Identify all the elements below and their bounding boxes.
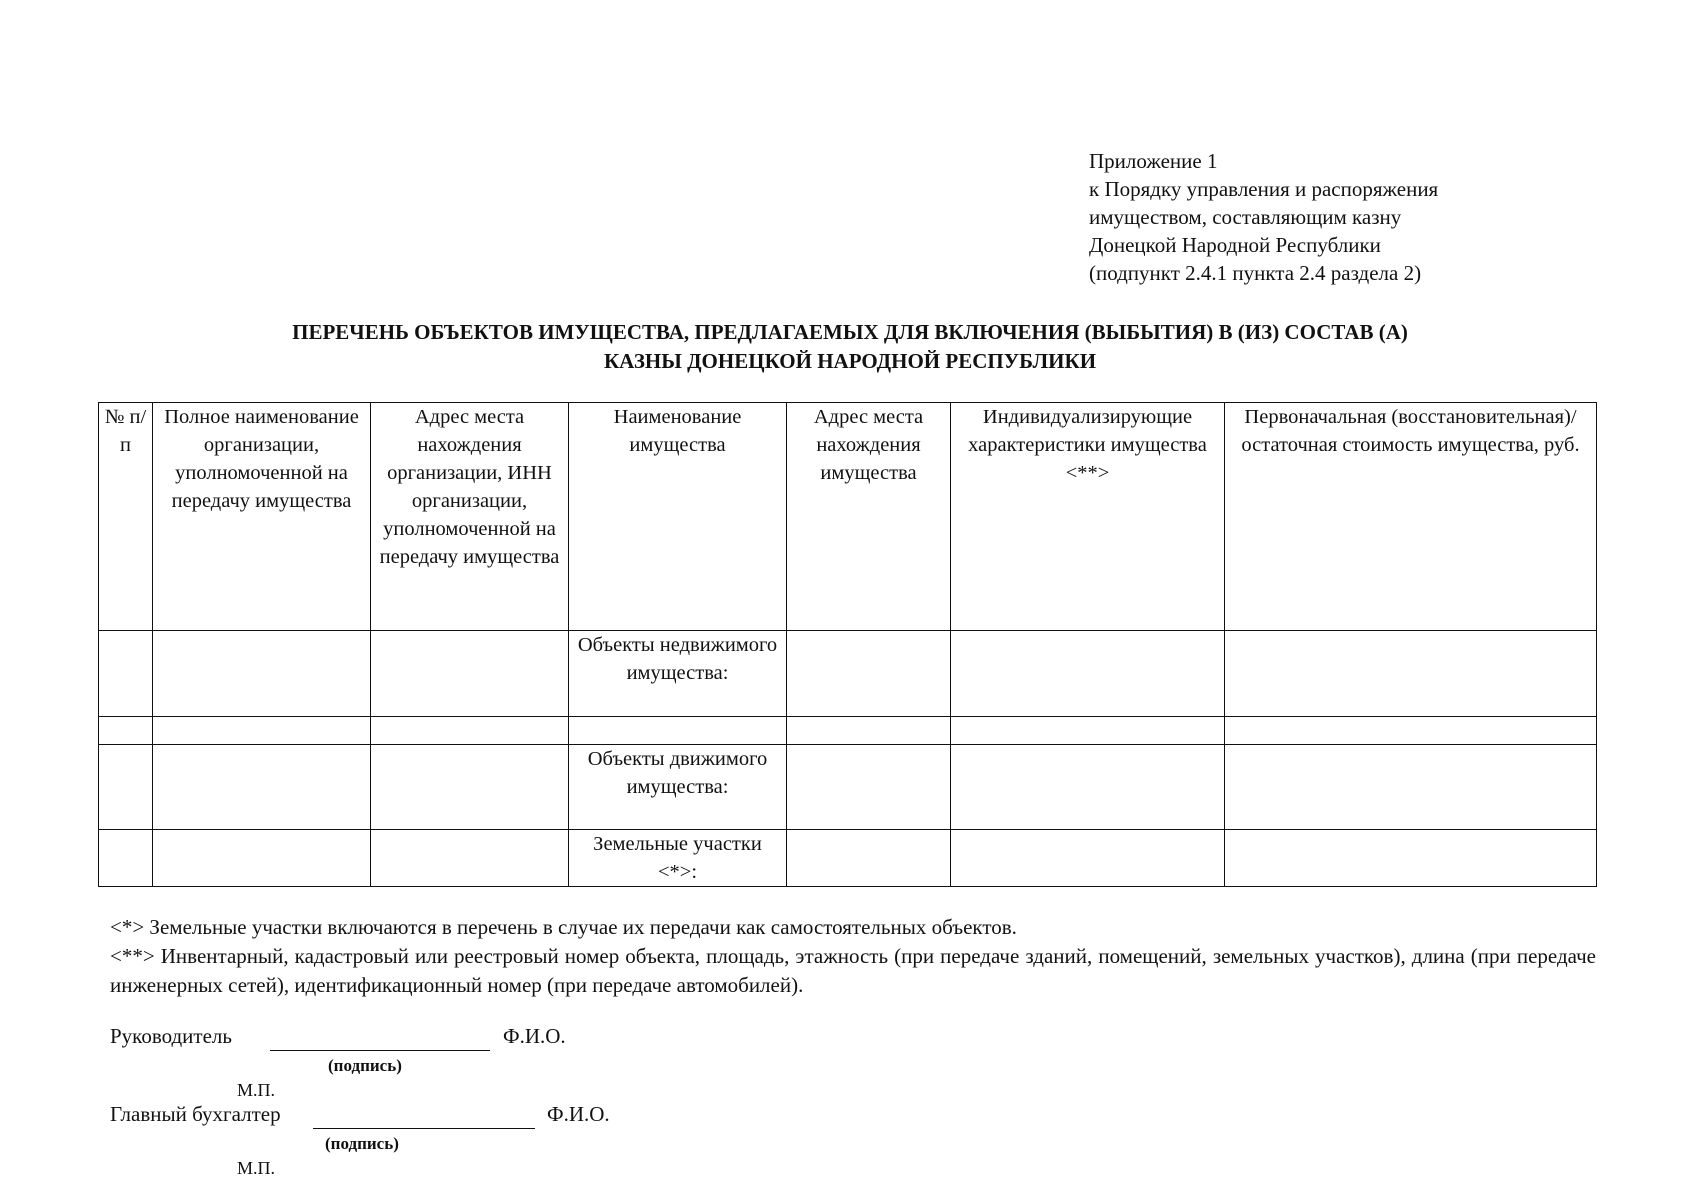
- table-cell: [787, 745, 951, 830]
- appendix-line: имуществом, составляющим казну: [1089, 205, 1402, 229]
- table-cell: [569, 717, 787, 745]
- footnote-land: <*> Земельные участки включаются в перечень в случае их передачи как самостоятельных объектов.: [110, 915, 1017, 939]
- table-cell: [787, 830, 951, 887]
- header-number: № п/п: [99, 403, 153, 631]
- appendix-line: (подпункт 2.4.1 пункта 2.4 раздела 2): [1089, 261, 1422, 285]
- table-cell: [99, 631, 153, 717]
- head-signature-caption: (подпись): [328, 1056, 402, 1075]
- table-cell: [787, 631, 951, 717]
- table-cell: [951, 830, 1225, 887]
- appendix-line: Донецкой Народной Республики: [1089, 233, 1381, 257]
- document-title: [90, 318, 1610, 376]
- accountant-label: Главный бухгалтер: [110, 1102, 281, 1126]
- head-signature-line: [270, 1050, 490, 1051]
- header-property-address: Адрес места нахождения имущества: [787, 403, 951, 631]
- appendix-reference: [1089, 147, 1438, 287]
- header-property-name: Наименование имущества: [569, 403, 787, 631]
- appendix-line: к Порядку управления и распоряжения: [1089, 177, 1439, 201]
- table-cell: [371, 830, 569, 887]
- accountant-stamp-place: М.П.: [237, 1158, 276, 1178]
- table-cell: [1225, 745, 1597, 830]
- footnotes: [110, 913, 1596, 1000]
- table-cell: [99, 830, 153, 887]
- table-row: [99, 717, 1597, 745]
- table-header-row: [99, 403, 1597, 631]
- table-cell: [99, 745, 153, 830]
- table-cell: [951, 631, 1225, 717]
- table-cell: [153, 631, 371, 717]
- section-label-movable: Объекты движимого имущества:: [569, 745, 787, 830]
- table-cell: [1225, 631, 1597, 717]
- head-label: Руководитель: [110, 1024, 232, 1048]
- accountant-signature-caption: (подпись): [325, 1134, 399, 1153]
- header-org-address: Адрес места нахождения организации, ИНН организации, уполномоченной на передачу имущества: [371, 403, 569, 631]
- table-cell: [787, 717, 951, 745]
- table-cell: [371, 631, 569, 717]
- header-characteristics: Индивидуализирующие характеристики имущества <**>: [951, 403, 1225, 631]
- title-line: КАЗНЫ ДОНЕЦКОЙ НАРОДНОЙ РЕСПУБЛИКИ: [603, 349, 1097, 373]
- table-cell: [153, 745, 371, 830]
- section-label-land: Земельные участки <*>:: [569, 830, 787, 887]
- footnote-characteristics: <**> Инвентарный, кадастровый или реестровый номер объекта, площадь, этажность (при передаче зданий, помещений, земельных участков), длина (при передаче инженерных сетей), идентификационный номер (при передаче автомобилей).: [110, 944, 1596, 997]
- accountant-fio: Ф.И.О.: [547, 1102, 610, 1126]
- header-org-name: Полное наименование организации, уполномоченной на передачу имущества: [153, 403, 371, 631]
- head-stamp-place: М.П.: [237, 1080, 276, 1100]
- table-cell: [1225, 830, 1597, 887]
- accountant-signature-line: [313, 1128, 535, 1129]
- table-cell: [1225, 717, 1597, 745]
- title-line: ПЕРЕЧЕНЬ ОБЪЕКТОВ ИМУЩЕСТВА, ПРЕДЛАГАЕМЫХ ДЛЯ ВКЛЮЧЕНИЯ (ВЫБЫТИЯ) В (ИЗ) СОСТАВ (А): [292, 320, 1408, 344]
- appendix-line: Приложение 1: [1089, 149, 1218, 173]
- table-cell: [371, 745, 569, 830]
- section-label-real-estate: Объекты недвижимого имущества:: [569, 631, 787, 717]
- table-cell: [951, 745, 1225, 830]
- table-cell: [99, 717, 153, 745]
- table-cell: [153, 830, 371, 887]
- table-cell: [951, 717, 1225, 745]
- table-row: [99, 631, 1597, 717]
- table-cell: [371, 717, 569, 745]
- header-cost: Первоначальная (восстановительная)/остаточная стоимость имущества, руб.: [1225, 403, 1597, 631]
- table-row: [99, 830, 1597, 887]
- head-fio: Ф.И.О.: [503, 1024, 566, 1048]
- property-list-table: [98, 402, 1597, 887]
- table-row: [99, 745, 1597, 830]
- table-cell: [153, 717, 371, 745]
